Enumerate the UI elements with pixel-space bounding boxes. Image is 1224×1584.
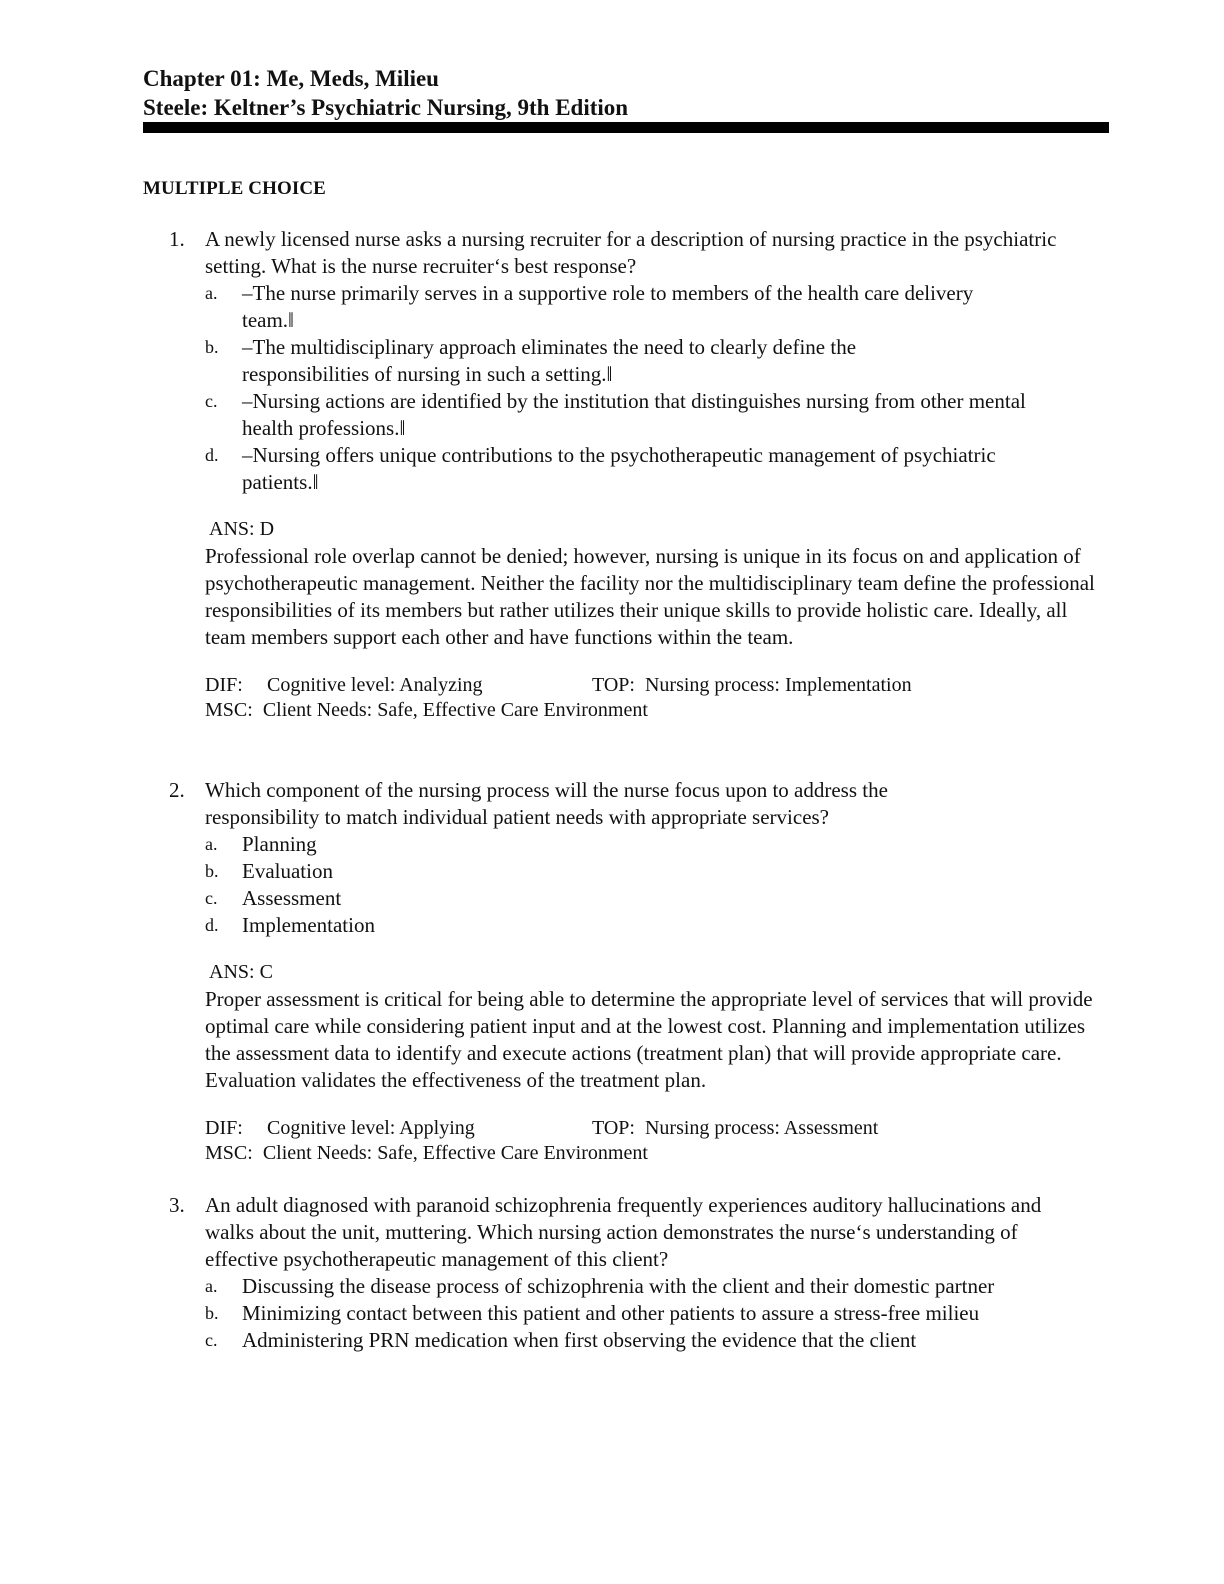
answer-options — [205, 1273, 1103, 1354]
book-title: Steele: Keltner’s Psychiatric Nursing, 9th Edition — [143, 95, 629, 120]
document-header — [143, 64, 1109, 122]
option-text: Implementation — [242, 913, 375, 937]
answer-line — [209, 516, 1103, 543]
question-number: 3. — [169, 1193, 185, 1217]
question-stem: Which component of the nursing process will the nurse focus upon to address the responsibility to match individual patient needs with appropriate services? — [205, 778, 888, 829]
answer-options — [205, 831, 1103, 939]
top-label: TOP: — [592, 1117, 635, 1139]
option-d — [205, 912, 1042, 939]
option-text: Administering PRN medication when first observing the evidence that the client — [242, 1328, 917, 1352]
option-letter: b. — [205, 337, 219, 357]
chapter-title: Chapter 01: Me, Meds, Milieu — [143, 66, 439, 91]
option-c — [205, 885, 1042, 912]
msc-value: Client Needs: Safe, Effective Care Environment — [262, 1142, 648, 1164]
question-metadata — [205, 673, 1103, 723]
answer-options — [205, 280, 1103, 496]
option-text: –Nursing actions are identified by the institution that distinguishes nursing from other mental health professions.‖ — [242, 389, 1026, 440]
option-letter: a. — [205, 834, 218, 854]
option-letter: c. — [205, 391, 218, 411]
question-3 — [143, 1192, 1103, 1354]
question-metadata — [205, 1116, 1103, 1166]
option-letter: c. — [205, 1330, 218, 1350]
option-a — [205, 1273, 1032, 1300]
top-value: Nursing process: Assessment — [644, 1117, 879, 1139]
header-rule — [143, 122, 1109, 133]
option-letter: d. — [205, 445, 219, 465]
option-text: Planning — [242, 832, 317, 856]
answer-value: D — [259, 518, 275, 540]
option-text: Assessment — [242, 886, 342, 910]
option-d — [205, 442, 1012, 496]
question-stem: A newly licensed nurse asks a nursing recruiter for a description of nursing practice in the psychiatric setting. What is the nurse recruiter‘s best response? — [205, 227, 1057, 278]
option-text: Minimizing contact between this patient and other patients to assure a stress-free milieu — [242, 1301, 980, 1325]
top-label: TOP: — [592, 674, 635, 696]
option-a — [205, 831, 1042, 858]
dif-value: Cognitive level: Applying — [267, 1117, 475, 1139]
answer-value: C — [259, 961, 273, 983]
question-number: 1. — [169, 227, 185, 251]
option-b — [205, 1300, 1032, 1327]
top-value: Nursing process: Implementation — [644, 674, 912, 696]
option-text: –The multidisciplinary approach eliminates the need to clearly define the responsibilities of nursing in such a setting.‖ — [242, 335, 857, 386]
option-text: –The nurse primarily serves in a supportive role to members of the health care delivery team.‖ — [242, 281, 974, 332]
question-1 — [143, 226, 1103, 723]
answer-label: ANS: — [209, 518, 255, 540]
dif-value: Cognitive level: Analyzing — [267, 674, 483, 696]
option-letter: b. — [205, 1303, 219, 1323]
option-letter: c. — [205, 888, 218, 908]
option-text: Evaluation — [242, 859, 333, 883]
option-letter: a. — [205, 1276, 218, 1296]
rationale: Professional role overlap cannot be denied; however, nursing is unique in its focus on and application of psychotherapeutic management. Neither the facility nor the multidisciplinary team define the professional responsibilities of its members but rather utilizes their unique skills to provide holistic care. Ideally, all team members support each other and have functions within the team. — [205, 544, 1095, 649]
msc-label: MSC: — [205, 699, 253, 721]
rationale: Proper assessment is critical for being able to determine the appropriate level of services that will provide optimal care while considering patient input and at the lowest cost. Planning and implementation utilizes the assessment data to identify and execute actions (treatment plan) that will provide appropriate care. Evaluation validates the effectiveness of the treatment plan. — [205, 987, 1093, 1092]
option-letter: d. — [205, 915, 219, 935]
option-b — [205, 334, 962, 388]
option-a — [205, 280, 1002, 334]
option-letter: b. — [205, 861, 219, 881]
msc-value: Client Needs: Safe, Effective Care Environment — [262, 699, 648, 721]
dif-label: DIF: — [205, 674, 243, 696]
question-number: 2. — [169, 778, 185, 802]
section-heading: MULTIPLE CHOICE — [143, 178, 326, 199]
answer-label: ANS: — [209, 961, 255, 983]
dif-label: DIF: — [205, 1117, 243, 1139]
option-text: –Nursing offers unique contributions to the psychotherapeutic management of psychiatric patients.‖ — [242, 443, 996, 494]
option-letter: a. — [205, 283, 218, 303]
answer-line — [209, 959, 1103, 986]
question-stem: An adult diagnosed with paranoid schizophrenia frequently experiences auditory hallucinations and walks about the unit, muttering. Which nursing action demonstrates the nurse‘s understanding of effective psychotherapeutic management of this client? — [205, 1193, 1042, 1271]
option-c — [205, 1327, 1042, 1354]
option-b — [205, 858, 1042, 885]
msc-label: MSC: — [205, 1142, 253, 1164]
option-c — [205, 388, 1032, 442]
option-text: Discussing the disease process of schizophrenia with the client and their domestic partner — [242, 1274, 995, 1298]
question-2 — [143, 777, 1103, 1166]
